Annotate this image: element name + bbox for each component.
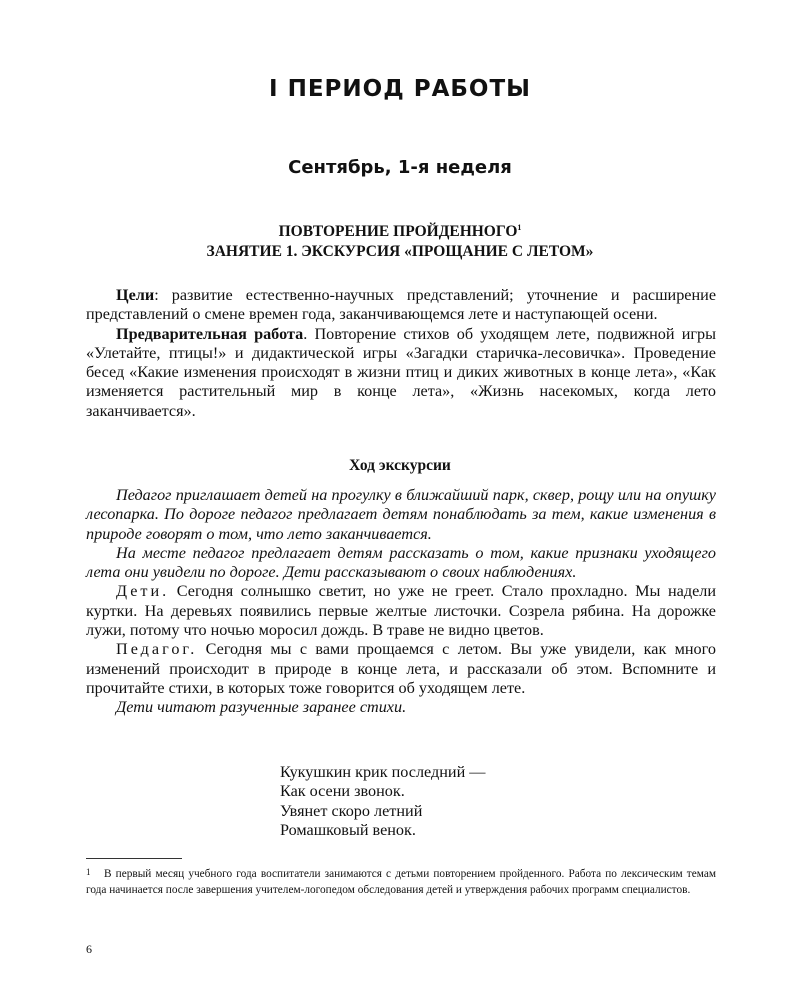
lesson-topic <box>0 218 800 242</box>
lesson-heading <box>0 218 800 262</box>
poem-line-4: Ромашковый венок. <box>280 820 416 839</box>
goals-label: Цели <box>116 286 155 304</box>
poem-line-2: Как осени звонок. <box>280 782 405 801</box>
children-reply-text: Сегодня солнышко светит, но уже не греет. Стало прохладно. Мы надели куртки. На деревьях появились первые желтые листочки. Созрела рябина. На дорожке лужи, потому что ночью моросил дождь. В траве не видно цветов. <box>86 582 716 640</box>
page-number: 6 <box>86 942 92 956</box>
course-paragraph-5: Дети читают разученные заранее стихи. <box>116 698 407 717</box>
intro-section <box>86 286 716 421</box>
prep-label: Предварительная работа <box>116 324 304 343</box>
period-title: I ПЕРИОД РАБОТЫ <box>269 76 531 102</box>
goals-paragraph <box>86 286 716 325</box>
course-paragraph-2: На месте педагог предлагает детям рассказать о том, какие признаки уходящего лета они увидели по дороге. Дети рассказывают о своих наблюдениях. <box>86 543 716 582</box>
prep-text: . Повторение стихов об уходящем лете, подвижной игры «Улетайте, птицы!» и дидактической игры «Загадки старичка-лесовичка». Проведение бесед «Какие изменения происходят в жизни птиц и диких животных в конце лета», «Как изменяется растительный мир в конце лета», «Жизнь насекомых, когда лето заканчивается». <box>86 324 716 420</box>
poem <box>280 763 486 840</box>
week-subtitle: Сентябрь, 1-я неделя <box>288 157 512 178</box>
course-heading: Ход экскурсии <box>349 457 451 474</box>
lesson-title: ЗАНЯТИЕ 1. ЭКСКУРСИЯ «ПРОЩАНИЕ С ЛЕТОМ» <box>206 243 594 260</box>
lesson-topic-text: ПОВТОРЕНИЕ ПРОЙДЕННОГО <box>278 223 518 240</box>
speaker-children: Дети. <box>116 582 170 601</box>
teacher-reply-text: Сегодня мы с вами прощаемся с летом. Вы уже увидели, как много изменений происходит в природе в конце лета, и рассказали об этом. Вспомните и прочитайте стихи, в которых тоже говорится об уходящем лете. <box>86 640 716 697</box>
poem-line-3: Увянет скоро летний <box>280 801 423 820</box>
goals-text: : развитие естественно-научных представлений; уточнение и расширение представлений о смене времен года, заканчивающемся лете и наступающей осени. <box>86 286 716 324</box>
prep-paragraph <box>86 325 716 421</box>
footnote-reference: 1 <box>517 223 522 232</box>
children-reply <box>86 582 716 640</box>
footnote <box>86 864 716 898</box>
teacher-reply <box>86 640 716 698</box>
footnote-divider <box>86 858 182 859</box>
footnote-mark: 1 <box>86 867 91 877</box>
course-paragraph-1: Педагог приглашает детей на прогулку в ближайший парк, сквер, рощу или на опушку лесопарка. По дороге педагог предлагает детям понаблюдать за тем, какие изменения в природе говорят о том, что лето заканчивается. <box>86 486 716 543</box>
speaker-teacher: Педагог. <box>116 640 198 659</box>
course-section <box>86 486 716 718</box>
footnote-text: В первый месяц учебного года воспитатели занимаются с детьми повторением пройденного. Работа по лексическим темам года начинается после завершения учителем-логопедом обследования детей и утверждения рабочих программ специалистов. <box>86 868 716 896</box>
poem-line-1: Кукушкин крик последний — <box>280 763 486 781</box>
